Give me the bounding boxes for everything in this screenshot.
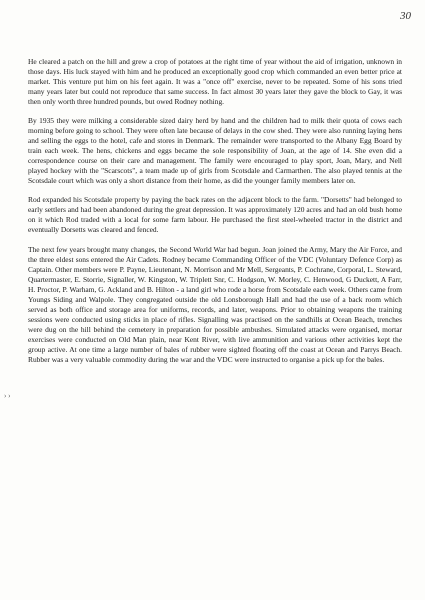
paragraph-potato-crop: He cleared a patch on the hill and grew a crop of potatoes at the right time of year without the aid of irrigation, unknown in those days. His luck stayed with him and he produced an exceptionally good crop which commanded an even better price at market. This venture put him on his feet again. It was a "once off" exercise, never to be repeated. Some of his sons tried many years later but could not reproduce that same success. In fact almost 30 years later they gave the block to Gay, it was then only worth three hundred pounds, but owed Rodney nothing. xyxy=(28,57,402,106)
paragraph-dorsetts-property: Rod expanded his Scotsdale property by paying the back rates on the adjacent block to the farm. "Dorsetts" had belonged to early settlers and had been abandoned during the great depression. It was approximately 120 acres and had an old bush home on it which Rod traded with a local for some farm labour. He purchased the first steel-wheeled tractor in the district and eventually Dorsetts was cleared and fenced. xyxy=(28,195,402,234)
paragraph-world-war-vdc: The next few years brought many changes, the Second World War had begun. Joan joined the Army, Mary the Air Force, and the three eldest sons entered the Air Cadets. Rodney became Commanding Officer of the VDC (Voluntary Defence Corp) as Captain. Other members were P. Payne, Lieutenant, N. Morrison and Mr Mell, Sergeants, P. Cochrane, Corporal, L. Steward, Quartermaster, E. Storrie, Signaller, W. Kingston, W. Triplett Snr, C. Hodgson, W. Morley, C. Henwood, G Duckett, A Farr, H. Proctor, P. Warham, G. Ackland and B. Hilton - a land girl who rode a horse from Scotsdale each week. Others came from Youngs Siding and Walpole. They congregated outside the old Lonsborough Hall and had the use of a back room which served as both office and storage area for uniforms, records, and later, weapons. Prior to obtaining weapons the training sessions were conducted using sticks in place of rifles. Signalling was practised on the sandhills at Ocean Beach, trenches were dug on the hill behind the cemetery in preparation for possible ambushes. Simulated attacks were organised, mortar exercises were conducted on Old Man plain, near Kent River, with live ammunition and various other activities kept the group active. At one time a large number of bales of rubber were sighted floating off the coast at Ocean and Parrys Beach. Rubber was a very valuable commodity during the war and the VDC were instructed to organise a pick up for the bales. xyxy=(28,245,402,364)
document-body xyxy=(28,57,402,374)
paragraph-dairy-and-eggs: By 1935 they were milking a considerable sized dairy herd by hand and the children had to milk their quota of cows each morning before going to school. They were often late because of delays in the cow shed. They were also running laying hens and selling the eggs to the hotel, cafe and stores in Denmark. The remainder were transported to the Albany Egg Board by train each week. The hens, chickens and eggs became the sole responsibility of Joan, at the age of 14. She even did a correspondence course on their care and management. The family were encouraged to play sport, Joan, Mary, and Nell played hockey with the "Scarscots", a team made up of girls from Scotsdale and Carmarthen. The also played tennis at the Scotsdale court which was only a short distance from their home, as did the younger family members later on. xyxy=(28,116,402,185)
page-number: 30 xyxy=(400,10,411,22)
margin-annotation: › › xyxy=(4,392,11,400)
